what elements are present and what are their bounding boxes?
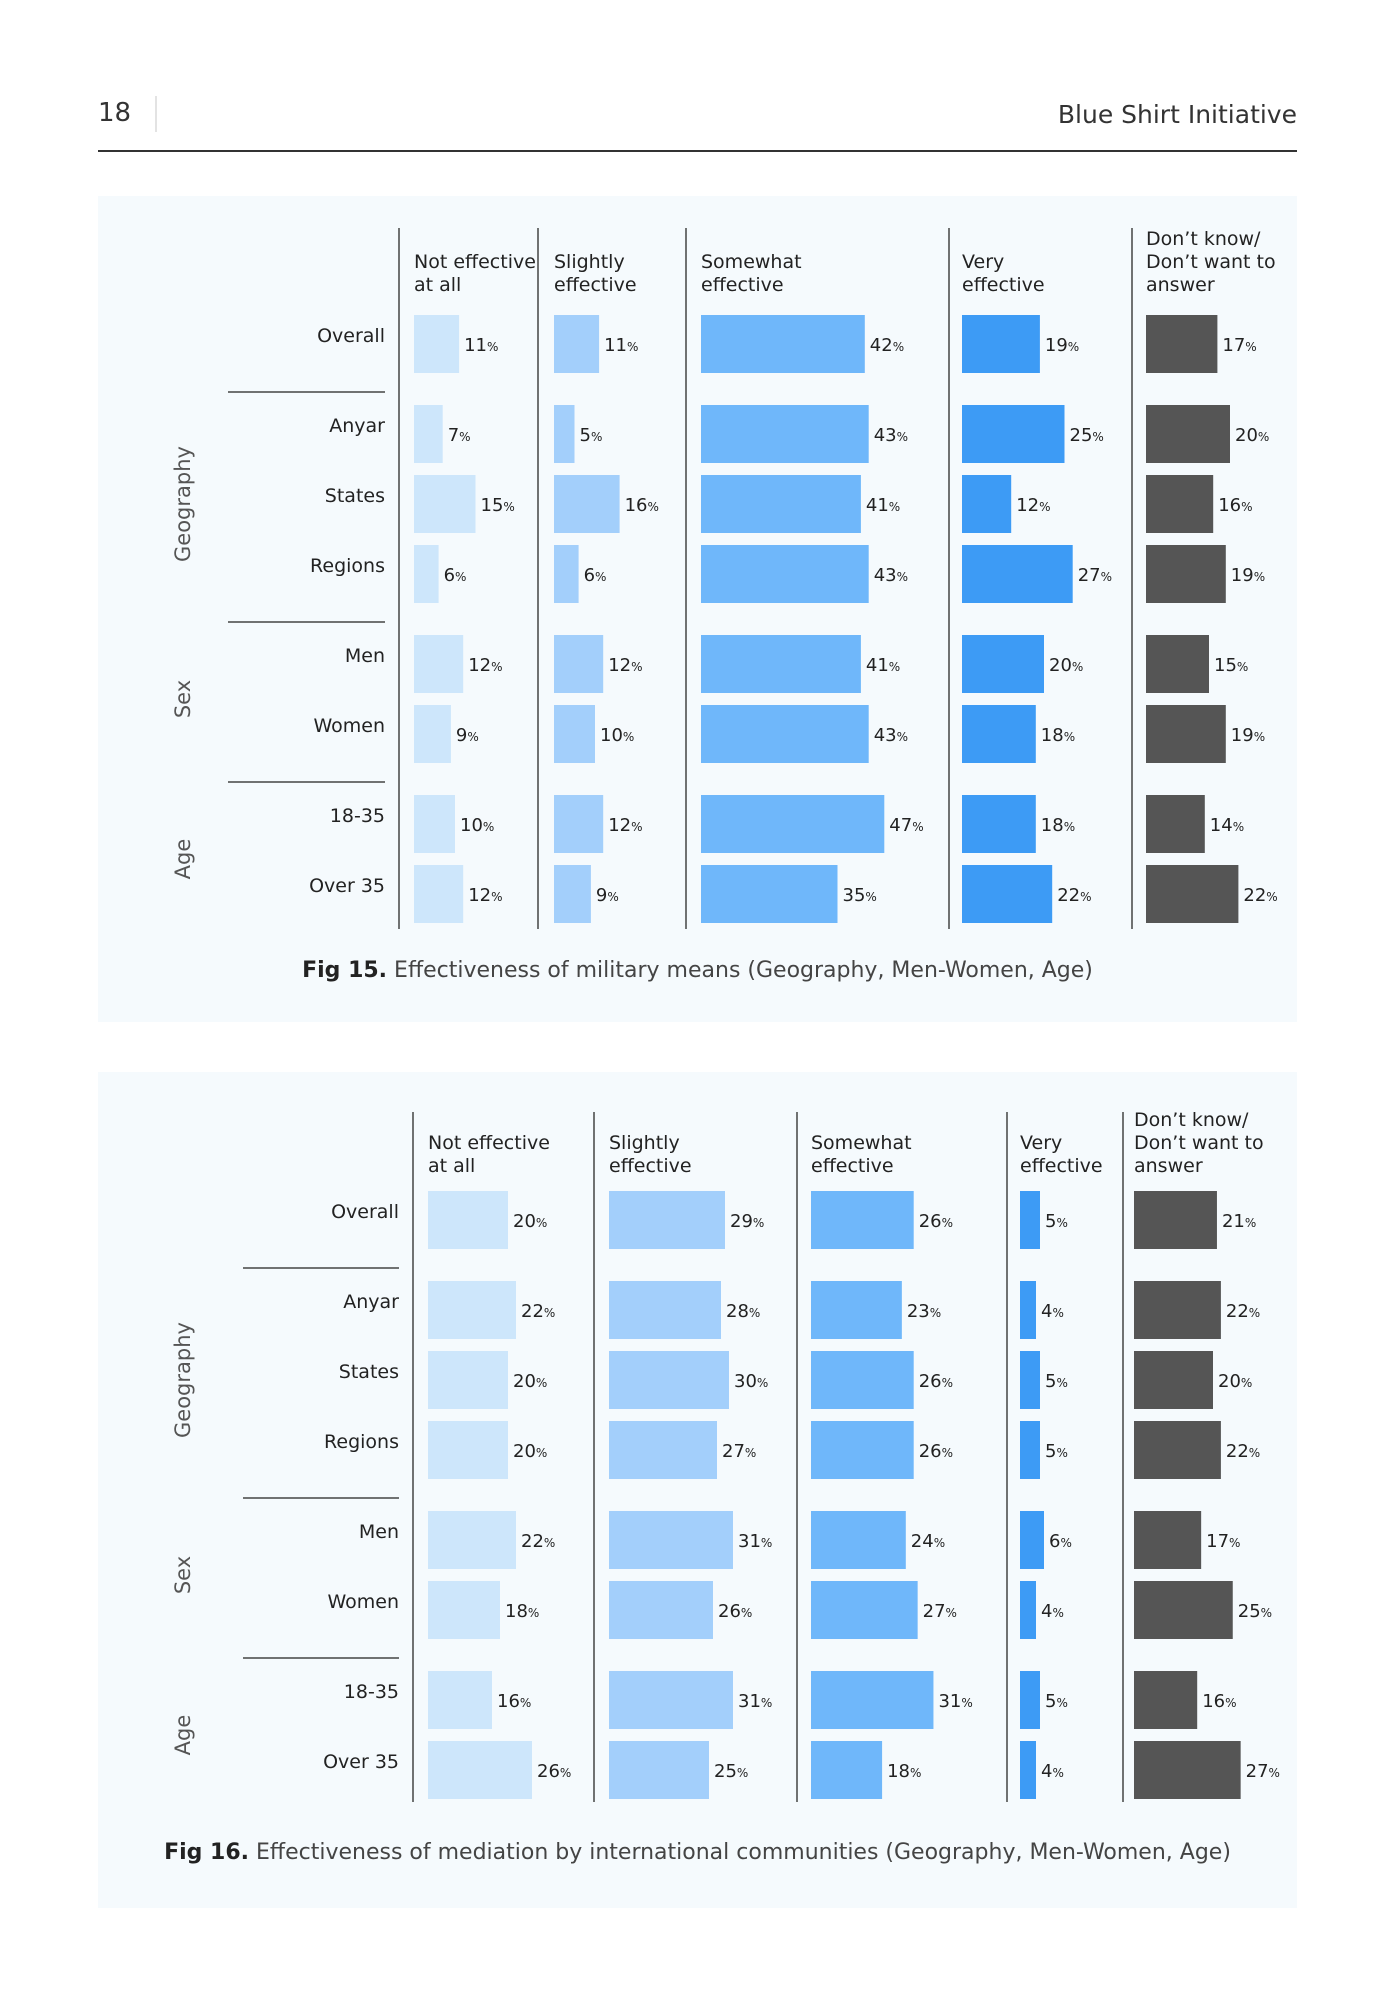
column-header: at all — [414, 274, 462, 296]
bar — [609, 1281, 721, 1339]
column-header: effective — [609, 1155, 692, 1177]
bar-value-label: 20% — [513, 1441, 548, 1462]
column-header: Don’t know/ — [1134, 1109, 1249, 1131]
bar-value-label: 22% — [1225, 1441, 1261, 1462]
bar — [1134, 1741, 1241, 1799]
column-header: at all — [428, 1155, 476, 1177]
bar — [962, 315, 1040, 373]
bar-value-label: 26% — [918, 1441, 954, 1462]
bar — [1020, 1581, 1036, 1639]
bar-value-label: 9% — [595, 885, 619, 906]
bar — [1146, 635, 1209, 693]
group-label: Sex — [171, 1555, 195, 1595]
bar — [428, 1191, 508, 1249]
fig-16-title: Effectiveness of mediation by international communities (Geography, Men-Women, Age) — [256, 1840, 1231, 1865]
header-rule — [98, 150, 1297, 152]
bar-value-label: 11% — [464, 335, 499, 356]
bar — [428, 1741, 532, 1799]
column-header: answer — [1134, 1155, 1203, 1177]
bar — [414, 865, 463, 923]
bar-value-label: 5% — [1045, 1691, 1068, 1712]
bar — [554, 865, 591, 923]
bar — [1146, 795, 1205, 853]
bar — [609, 1421, 717, 1479]
row-label: Overall — [317, 325, 385, 347]
group-label: Geography — [171, 446, 195, 562]
bar-value-label: 31% — [738, 1531, 773, 1552]
bar — [811, 1511, 906, 1569]
bar — [701, 315, 865, 373]
fig-15-title: Effectiveness of military means (Geography, Men-Women, Age) — [394, 958, 1093, 983]
bar — [962, 405, 1065, 463]
group-label: Sex — [171, 679, 195, 719]
bar — [609, 1671, 733, 1729]
bar-value-label: 9% — [455, 725, 479, 746]
bar — [428, 1581, 500, 1639]
column-header: answer — [1146, 274, 1215, 296]
bar — [1134, 1191, 1217, 1249]
bar — [962, 475, 1011, 533]
row-label: Regions — [310, 555, 385, 577]
bar-value-label: 19% — [1230, 565, 1266, 586]
bar — [962, 865, 1052, 923]
bar-value-label: 16% — [1218, 495, 1253, 516]
bar-value-label: 20% — [513, 1371, 548, 1392]
bar-value-label: 17% — [1206, 1531, 1241, 1552]
bar — [554, 545, 579, 603]
bar — [1134, 1671, 1197, 1729]
bar-value-label: 5% — [1045, 1211, 1068, 1232]
row-label: Men — [358, 1521, 399, 1543]
bar — [811, 1351, 914, 1409]
bar-value-label: 27% — [722, 1441, 757, 1462]
row-label: Regions — [324, 1431, 399, 1453]
row-label: Anyar — [329, 415, 385, 437]
bar — [811, 1741, 882, 1799]
bar-value-label: 16% — [1202, 1691, 1237, 1712]
bar-value-label: 12% — [608, 655, 643, 676]
bar-value-label: 6% — [1049, 1531, 1072, 1552]
bar-value-label: 12% — [468, 655, 503, 676]
bar-value-label: 26% — [537, 1761, 572, 1782]
bar — [609, 1191, 725, 1249]
bar-value-label: 12% — [608, 815, 643, 836]
group-label: Age — [171, 838, 195, 880]
bar — [609, 1511, 733, 1569]
fig-15-caption — [98, 958, 1297, 983]
column-header: effective — [962, 274, 1045, 296]
bar — [609, 1581, 713, 1639]
bar — [554, 635, 603, 693]
document-title: Blue Shirt Initiative — [1057, 100, 1297, 129]
bar-value-label: 15% — [1214, 655, 1249, 676]
bar — [428, 1671, 492, 1729]
row-label: Men — [344, 645, 385, 667]
bar — [554, 315, 599, 373]
bar-value-label: 16% — [624, 495, 659, 516]
bar — [1146, 545, 1226, 603]
bar — [811, 1581, 918, 1639]
bar-value-label: 12% — [468, 885, 503, 906]
row-label: Women — [313, 715, 385, 737]
bar-value-label: 23% — [906, 1301, 942, 1322]
bar — [811, 1191, 914, 1249]
bar-value-label: 6% — [443, 565, 467, 586]
bar — [428, 1421, 508, 1479]
row-label: Over 35 — [309, 875, 385, 897]
bar — [1134, 1511, 1201, 1569]
bar — [1134, 1421, 1221, 1479]
bar — [962, 795, 1036, 853]
fig-15-label: Fig 15. — [302, 958, 388, 983]
fig-16-panel — [98, 1072, 1297, 1908]
row-label: States — [338, 1361, 399, 1383]
bar-value-label: 10% — [600, 725, 635, 746]
bar-value-label: 12% — [1016, 495, 1051, 516]
page-number: 18 — [98, 98, 132, 128]
bar — [1020, 1191, 1040, 1249]
bar — [1146, 315, 1217, 373]
bar-value-label: 47% — [889, 815, 924, 836]
bar — [414, 635, 463, 693]
bar — [1020, 1741, 1036, 1799]
bar-value-label: 29% — [730, 1211, 765, 1232]
page-number-divider — [155, 96, 157, 132]
bar — [609, 1741, 709, 1799]
fig-16-caption — [98, 1840, 1297, 1865]
bar-value-label: 6% — [583, 565, 607, 586]
bar — [1146, 865, 1238, 923]
column-header: Very — [962, 251, 1005, 273]
bar — [1146, 405, 1230, 463]
bar-value-label: 30% — [734, 1371, 769, 1392]
bar — [554, 475, 620, 533]
fig-15-panel — [98, 196, 1297, 1022]
bar — [1020, 1281, 1036, 1339]
column-header: effective — [1020, 1155, 1103, 1177]
column-header: effective — [554, 274, 637, 296]
bar-value-label: 31% — [738, 1691, 773, 1712]
column-header: Somewhat — [701, 251, 802, 273]
bar-value-label: 20% — [1218, 1371, 1253, 1392]
bar — [811, 1671, 933, 1729]
bar-value-label: 43% — [873, 725, 909, 746]
column-header: Don’t know/ — [1146, 228, 1261, 250]
bar — [609, 1351, 729, 1409]
bar — [1020, 1671, 1040, 1729]
bar — [701, 545, 869, 603]
bar-value-label: 14% — [1209, 815, 1245, 836]
bar-value-label: 17% — [1222, 335, 1257, 356]
bar — [414, 405, 443, 463]
bar — [414, 315, 459, 373]
bar-value-label: 18% — [505, 1601, 540, 1622]
column-header: Very — [1020, 1132, 1063, 1154]
bar-value-label: 31% — [938, 1691, 973, 1712]
bar-value-label: 22% — [1243, 885, 1278, 906]
bar — [414, 475, 476, 533]
bar — [701, 475, 861, 533]
fig-15-chart — [98, 196, 1297, 1022]
bar-value-label: 25% — [1069, 425, 1104, 446]
bar-value-label: 20% — [1049, 655, 1084, 676]
bar-value-label: 24% — [910, 1531, 946, 1552]
bar-value-label: 41% — [865, 495, 901, 516]
fig-16-label: Fig 16. — [164, 1840, 250, 1865]
bar-value-label: 18% — [1040, 815, 1076, 836]
bar-value-label: 5% — [1045, 1371, 1068, 1392]
bar — [1134, 1281, 1221, 1339]
bar-value-label: 4% — [1041, 1301, 1064, 1322]
row-label: Overall — [331, 1201, 399, 1223]
column-header: Slightly — [554, 251, 625, 273]
bar — [554, 795, 603, 853]
bar-value-label: 10% — [460, 815, 495, 836]
column-header: Not effective — [428, 1132, 550, 1154]
row-label: Over 35 — [323, 1751, 399, 1773]
bar — [811, 1421, 914, 1479]
row-label: 18-35 — [329, 805, 385, 827]
bar — [962, 705, 1036, 763]
bar — [701, 705, 869, 763]
bar-value-label: 26% — [718, 1601, 753, 1622]
column-header: Not effective — [414, 251, 536, 273]
bar-value-label: 20% — [1235, 425, 1270, 446]
bar-value-label: 11% — [604, 335, 639, 356]
bar-value-label: 25% — [1237, 1601, 1273, 1622]
column-header: Somewhat — [811, 1132, 912, 1154]
row-label: Women — [327, 1591, 399, 1613]
row-label: Anyar — [343, 1291, 399, 1313]
bar — [701, 795, 884, 853]
bar-value-label: 7% — [447, 425, 471, 446]
bar-value-label: 15% — [480, 495, 515, 516]
column-header: effective — [811, 1155, 894, 1177]
bar-value-label: 5% — [1045, 1441, 1068, 1462]
bar-value-label: 25% — [714, 1761, 749, 1782]
bar-value-label: 21% — [1221, 1211, 1257, 1232]
bar — [701, 865, 838, 923]
bar-value-label: 43% — [873, 565, 909, 586]
bar-value-label: 22% — [1057, 885, 1092, 906]
bar-value-label: 16% — [497, 1691, 532, 1712]
bar-value-label: 4% — [1041, 1761, 1064, 1782]
bar — [701, 405, 869, 463]
bar — [554, 705, 595, 763]
bar-value-label: 27% — [922, 1601, 957, 1622]
bar-value-label: 22% — [521, 1301, 556, 1322]
bar-value-label: 19% — [1044, 335, 1080, 356]
row-label: 18-35 — [343, 1681, 399, 1703]
bar-value-label: 26% — [918, 1211, 954, 1232]
bar-value-label: 5% — [579, 425, 603, 446]
column-header: effective — [701, 274, 784, 296]
bar-value-label: 22% — [521, 1531, 556, 1552]
bar-value-label: 4% — [1041, 1601, 1064, 1622]
bar — [554, 405, 575, 463]
fig-16-chart — [98, 1072, 1297, 1908]
bar-value-label: 35% — [842, 885, 877, 906]
bar-value-label: 42% — [869, 335, 905, 356]
column-header: Don’t want to — [1134, 1132, 1264, 1154]
bar — [428, 1351, 508, 1409]
bar — [428, 1511, 516, 1569]
bar — [428, 1281, 516, 1339]
bar — [701, 635, 861, 693]
bar — [1020, 1351, 1040, 1409]
group-label: Geography — [171, 1322, 195, 1438]
bar-value-label: 27% — [1245, 1761, 1280, 1782]
bar-value-label: 20% — [513, 1211, 548, 1232]
bar-value-label: 28% — [726, 1301, 761, 1322]
bar-value-label: 43% — [873, 425, 909, 446]
bar — [1134, 1581, 1233, 1639]
bar-value-label: 18% — [1040, 725, 1076, 746]
bar — [1146, 475, 1213, 533]
bar-value-label: 19% — [1230, 725, 1266, 746]
bar — [811, 1281, 902, 1339]
column-header: Slightly — [609, 1132, 680, 1154]
group-label: Age — [171, 1714, 195, 1756]
row-label: States — [324, 485, 385, 507]
bar — [414, 705, 451, 763]
bar — [1146, 705, 1226, 763]
bar-value-label: 41% — [865, 655, 901, 676]
bar — [414, 795, 455, 853]
bar — [1020, 1511, 1044, 1569]
bar — [962, 545, 1073, 603]
column-header: Don’t want to — [1146, 251, 1276, 273]
bar — [1134, 1351, 1213, 1409]
bar — [1020, 1421, 1040, 1479]
bar-value-label: 22% — [1225, 1301, 1261, 1322]
bar — [414, 545, 439, 603]
bar — [962, 635, 1044, 693]
bar-value-label: 26% — [918, 1371, 954, 1392]
bar-value-label: 27% — [1077, 565, 1113, 586]
bar-value-label: 18% — [887, 1761, 922, 1782]
